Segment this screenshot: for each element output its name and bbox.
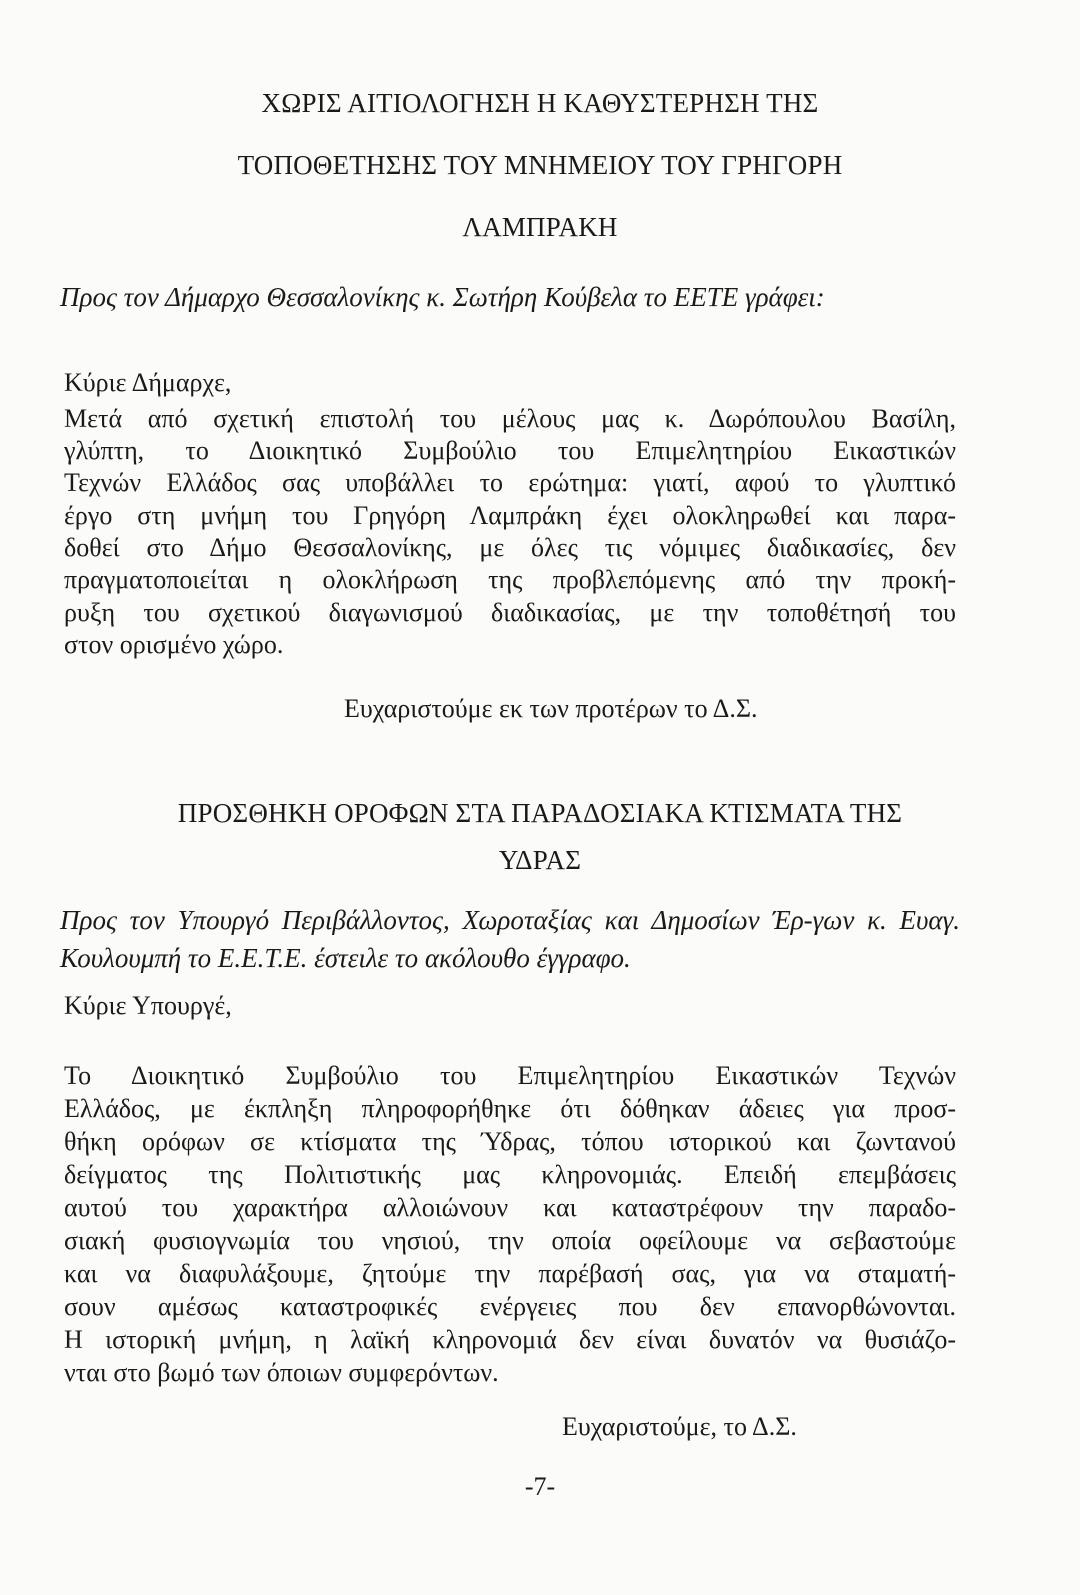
section2-closing: Ευχαριστούμε, το Δ.Σ. <box>562 1412 797 1441</box>
section2-intro: Προς τον Υπουργό Περιβάλλοντος, Χωροταξίας και Δημοσίων Έρ-γων κ. Ευαγ. Κουλουμπή το Ε.Ε.Τ.Ε. έστειλε το ακόλουθο έγγραφο. <box>60 905 960 973</box>
section2-body-line: σιακή φυσιογνωμία του νησιού, την οποία οφείλουμε να σεβαστούμε <box>64 1226 956 1255</box>
section2-body-line: Η ιστορική μνήμη, η λαϊκή κληρονομιά δεν είναι δυνατόν να θυσιάζο- <box>64 1325 956 1354</box>
section1-heading-line-3: ΛΑΜΠΡΑΚΗ <box>462 212 618 242</box>
section2-heading-line-1: ΠΡΟΣΘΗΚΗ ΟΡΟΦΩΝ ΣΤΑ ΠΑΡΑΔΟΣΙΑΚΑ ΚΤΙΣΜΑΤΑ ΤΗΣ <box>177 798 903 828</box>
section2-body-line: σουν αμέσως καταστροφικές ενέργειες που δεν επανορθώνονται. <box>64 1292 956 1321</box>
page-number: -7- <box>524 1472 556 1501</box>
section1-intro: Προς τον Δήμαρχο Θεσσαλονίκης κ. Σωτήρη Κούβελα το ΕΕΤΕ γράφει: <box>60 282 825 312</box>
section1-heading-line-1: ΧΩΡΙΣ ΑΙΤΙΟΛΟΓΗΣΗ Η ΚΑΘΥΣΤΕΡΗΣΗ ΤΗΣ <box>261 88 819 118</box>
section1-heading-line-2: ΤΟΠΟΘΕΤΗΣΗΣ ΤΟΥ ΜΝΗΜΕΙΟΥ ΤΟΥ ΓΡΗΓΟΡΗ <box>237 150 843 180</box>
section2-salutation: Κύριε Υπουργέ, <box>64 991 232 1020</box>
section1-body-line: γλύπτη, το Διοικητικό Συμβούλιο του Επιμελητηρίου Εικαστικών <box>64 436 956 465</box>
section2-body-line: αυτού του χαρακτήρα αλλοιώνουν και καταστρέφουν την παραδο- <box>64 1193 956 1222</box>
section1-body-line: δοθεί στο Δήμο Θεσσαλονίκης, με όλες τις νόμιμες διαδικασίες, δεν <box>64 533 956 562</box>
section1-salutation: Κύριε Δήμαρχε, <box>64 368 232 397</box>
section1-body-line: στον ορισμένο χώρο. <box>64 630 284 659</box>
section1-body-line: Μετά από σχετική επιστολή του μέλους μας κ. Δωρόπουλου Βασίλη, <box>64 404 956 433</box>
section1-closing: Ευχαριστούμε εκ των προτέρων το Δ.Σ. <box>344 694 758 723</box>
section2-heading-line-2: ΥΔΡΑΣ <box>498 845 582 875</box>
section1-body-line: έργο στη μνήμη του Γρηγόρη Λαμπράκη έχει ολοκληρωθεί και παρα- <box>64 501 956 530</box>
section2-body-line: δείγματος της Πολιτιστικής μας κληρονομιάς. Επειδή επεμβάσεις <box>64 1160 956 1189</box>
section1-body-line: Τεχνών Ελλάδος σας υποβάλλει το ερώτημα: γιατί, αφού το γλυπτικό <box>64 468 956 497</box>
section2-body-line: Το Διοικητικό Συμβούλιο του Επιμελητηρίου Εικαστικών Τεχνών <box>64 1061 956 1090</box>
section2-body-line: νται στο βωμό των όποιων συμφερόντων. <box>64 1358 499 1387</box>
section1-body-line: ρυξη του σχετικού διαγωνισμού διαδικασίας, με την τοποθέτησή του <box>64 598 956 627</box>
section1-body-line: πραγματοποιείται η ολοκλήρωση της προβλεπόμενης από την προκή- <box>64 565 956 594</box>
section2-body-line: Ελλάδος, με έκπληξη πληροφορήθηκε ότι δόθηκαν άδειες για προσ- <box>64 1094 956 1123</box>
section2-body-line: και να διαφυλάξουμε, ζητούμε την παρέβασή σας, για να σταματή- <box>64 1259 956 1288</box>
section2-body-line: θήκη ορόφων σε κτίσματα της Ύδρας, τόπου ιστορικού και ζωντανού <box>64 1127 956 1156</box>
